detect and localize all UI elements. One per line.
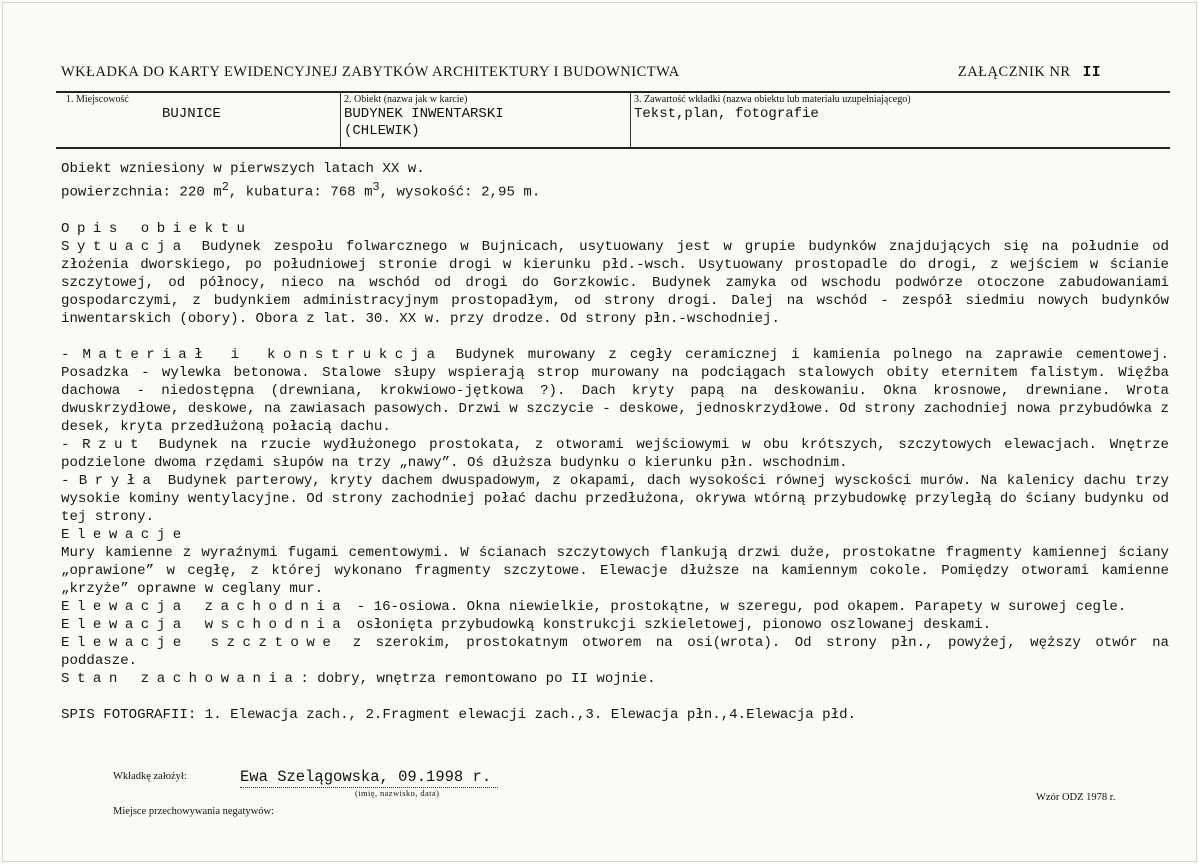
rzut-text: Budynek na rzucie wydłużonego prostokata, z otworami wejściowymi w obu krótszych, szczytowych elewacjach. Wnętrze podzielone dwoma rzędami słupów na trzy „nawy”. Oś dłuższa budynku o kierunku płn. wschodnim. bbox=[61, 436, 1169, 471]
photo-list: SPIS FOTOGRAFII: 1. Elewacja zach., 2.Fragment elewacji zach.,3. Elewacja płn.,4.Elewacja płd. bbox=[61, 706, 857, 723]
elewacje-heading-text: Elewacje bbox=[61, 526, 189, 543]
contents-cell bbox=[630, 93, 1170, 147]
elewacje-szczytowe-text: z szerokim, prostokatnym otworem na osi(wrota). Od strony płn., powyżej, węższy otwór na poddasze. bbox=[61, 634, 1169, 669]
elewacje-paragraph: Mury kamienne z wyraźnymi fugami cementowymi. W ścianach szczytowych flankują drzwi duże, prostokatne fragmenty kamiennej ściany „oprawione” w cegłę, z której wykonano fragmenty szczytowe. Elewacje dłuższe na kamiennym cokole. Pomiędzy otworami kamienne „krzyże” oprawne w ceglany mur. bbox=[61, 544, 1169, 597]
stan-paragraph bbox=[61, 670, 1169, 688]
contents-value: Tekst,plan, fotografie bbox=[634, 106, 819, 122]
document-body bbox=[61, 160, 1169, 724]
locality-label: 1. Miejscowość bbox=[66, 94, 129, 105]
rzut-label: Rzut bbox=[82, 436, 146, 453]
elewacja-zachodnia-label: Elewacja zachodnia bbox=[61, 598, 349, 615]
elewacja-zachodnia-text: - 16-osiowa. Okna niewielkie, prostokątne, w szeregu, pod okapem. Parapety w surowej cegle. bbox=[348, 598, 1127, 615]
object-value-line2: (CHLEWIK) bbox=[344, 123, 420, 139]
object-cell bbox=[340, 93, 631, 147]
material-label: Materiał i konstrukcja bbox=[82, 346, 443, 363]
bryla-paragraph bbox=[61, 472, 1169, 526]
elewacje-szczytowe-label: Elewacje szcztowe bbox=[61, 634, 339, 651]
object-value-line1: BUDYNEK INWENTARSKI bbox=[344, 106, 504, 122]
intro-line-2 bbox=[61, 178, 1169, 202]
rzut-prefix: - bbox=[61, 436, 83, 453]
bryla-prefix: - bbox=[61, 472, 79, 489]
elewacja-wschodnia-label: Elewacja wschodnia bbox=[61, 616, 349, 633]
compiled-by-caption: (imię, nazwisko, data) bbox=[355, 788, 440, 798]
bryla-label: Bryła bbox=[78, 472, 159, 489]
area-exponent: 2 bbox=[221, 180, 229, 194]
intro-line-1: Obiekt wzniesiony w pierwszych latach XX w. bbox=[61, 161, 425, 177]
stan-label: Stan zachowania bbox=[61, 670, 301, 687]
stan-text: : dobry, wnętrza remontowano po II wojnie. bbox=[300, 670, 656, 687]
bryla-text: Budynek parterowy, kryty dachem dwuspadowym, z okapami, dach wysokości równej wysckości murów. Na kalenicy dachu trzy wysokie kominy wentylacyjne. Od strony zachodniej połać dachu przedłużona, okrywa wtórną przybudowkę przyległą do ściany budynku od tej strony. bbox=[61, 472, 1169, 525]
material-prefix: - bbox=[61, 346, 83, 363]
sytuacja-text: Budynek zespołu folwarcznego w Bujnicach, usytuowany jest w grupie budynków znajdujących się na południe od złożenia dworskiego, po południowej stronie drogi w kierunku płd.-wsch. Usytuowany prostopadle do drogi, z wejściem w ścianie szczytowej, od północy, nieco na wschód od drogi do Gorzkowic. Budynek zamyka od wschodu podwórze otoczone zabudowaniami gospodarczymi, z budynkiem administracyjnym prostopadłym, od strony drogi. Dalej na wschód - zespół siedmiu nowych budynków inwentarskich (obory). Obora z lat. 30. XX w. przy drodze. Od strony płn.-wschodniej. bbox=[61, 238, 1169, 327]
volume-exponent: 3 bbox=[372, 180, 380, 194]
volume-text: , kubatura: 768 m bbox=[228, 184, 373, 201]
rzut-paragraph bbox=[61, 436, 1169, 472]
opis-heading bbox=[61, 220, 1169, 238]
elewacja-zachodnia-paragraph bbox=[61, 598, 1169, 616]
document-title: WKŁADKA DO KARTY EWIDENCYJNEJ ZABYTKÓW ARCHITEKTURY I BUDOWNICTWA bbox=[61, 64, 680, 80]
annex-label bbox=[958, 64, 1101, 81]
compiled-by-value: Ewa Szelągowska, 09.1998 r. bbox=[240, 768, 498, 788]
object-label: 2. Obiekt (nazwa jak w karcie) bbox=[344, 94, 468, 105]
sytuacja-paragraph bbox=[61, 238, 1169, 328]
object-value bbox=[344, 106, 504, 140]
elewacja-wschodnia-paragraph bbox=[61, 616, 1169, 634]
annex-label-text: ZAŁĄCZNIK NR bbox=[957, 64, 1071, 80]
area-text: powierzchnia: 220 m bbox=[61, 184, 222, 201]
elewacje-heading bbox=[61, 526, 1169, 544]
elewacje-szczytowe-paragraph bbox=[61, 634, 1169, 670]
annex-number: II bbox=[1082, 65, 1101, 81]
document-header bbox=[61, 62, 1171, 86]
locality-cell bbox=[56, 93, 340, 147]
opis-heading-text: Opis obiektu bbox=[61, 220, 253, 237]
elewacja-wschodnia-text: osłonięta przybudowką konstrukcji szkieletowej, pionowo oszlowanej deskami. bbox=[348, 616, 992, 633]
material-text: Budynek murowany z cegły ceramicznej i kamienia polnego na zaprawie cementowej. Posadzka - wylewka betonowa. Stalowe słupy wspierają strop murowany na podciągach stalowych obity eternitem falistym. Więźba dachowa - niedostępna (drewniana, krokwiowo-jętkowa ?). Dach kryty papą na deskowaniu. Okna krosnowe, drewniane. Wrota dwuskrzydłowe, deskowe, na zawiasach pasowych. Drzwi w szczycie - deskowe, jednoskrzydłowe. Od strony zachodniej nowa przybudówka z desek, kryta przedłużoną połacią dachu. bbox=[61, 346, 1169, 435]
negatives-storage-label: Miejsce przechowywania negatywów: bbox=[113, 806, 274, 817]
form-reference: Wzór ODZ 1978 r. bbox=[1036, 792, 1116, 803]
contents-label: 3. Zawartość wkładki (nazwa obiektu lub materiału uzupełniającego) bbox=[634, 94, 911, 105]
height-text: , wysokość: 2,95 m. bbox=[379, 184, 541, 201]
compiled-by-label: Wkładkę założył: bbox=[113, 771, 187, 782]
material-paragraph bbox=[61, 346, 1169, 436]
sytuacja-label: Sytuacja bbox=[61, 238, 189, 255]
locality-value: BUJNICE bbox=[162, 106, 221, 122]
info-table bbox=[56, 91, 1170, 149]
